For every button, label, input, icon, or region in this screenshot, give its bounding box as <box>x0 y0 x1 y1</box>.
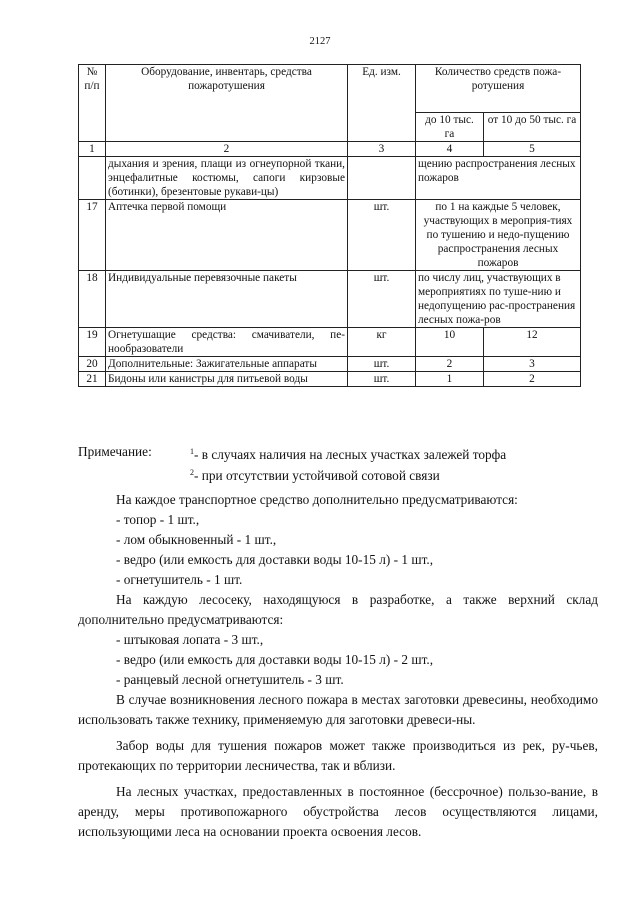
table-row <box>79 271 581 328</box>
table-row <box>79 200 581 271</box>
paragraph: На каждую лесосеку, находящуюся в разработке, а также верхний склад дополнительно предусматриваются: <box>78 592 598 627</box>
header-equipment: Оборудование, инвентарь, средства пожаротушения <box>106 65 348 142</box>
list-item: - ведро (или емкость для доставки воды 10-15 л) - 1 шт., <box>116 552 434 567</box>
row-no <box>79 157 106 200</box>
table-row <box>79 372 581 387</box>
list-item: - лом обыкновенный - 1 шт., <box>116 532 277 547</box>
note-item <box>190 443 506 464</box>
note-text: - в случаях наличия на лесных участках залежей торфа <box>194 447 507 462</box>
row-q2: 3 <box>484 357 581 372</box>
column-number-row <box>79 142 581 157</box>
list-item: - штыковая лопата - 3 шт., <box>116 632 264 647</box>
row-unit: шт. <box>348 200 416 271</box>
row-name: Индивидуальные перевязочные пакеты <box>106 271 348 328</box>
row-unit: шт. <box>348 271 416 328</box>
row-unit: шт. <box>348 357 416 372</box>
row-name: дыхания и зрения, плащи из огнеупорной ткани, энцефалитные костюмы, сапоги кирзовые (ботинки), брезентовые рукави-цы) <box>106 157 348 200</box>
table-row <box>79 157 581 200</box>
note-text: - при отсутствии устойчивой сотовой связи <box>194 468 440 483</box>
table-row <box>79 357 581 372</box>
paragraph: На каждое транспортное средство дополнительно предусматриваются: <box>116 492 518 507</box>
note-label: Примечание: <box>78 444 152 459</box>
col-number: 2 <box>106 142 348 157</box>
header-q2: от 10 до 50 тыс. га <box>484 113 581 142</box>
list-item: - ранцевый лесной огнетушитель - 3 шт. <box>116 672 344 687</box>
row-no: 21 <box>79 372 106 387</box>
row-quantity: по 1 на каждые 5 человек, участвующих в мероприя-тиях по тушению и недо-пущению распространения лесных пожаров <box>416 200 581 271</box>
table-header-row <box>79 65 581 113</box>
col-number: 1 <box>79 142 106 157</box>
row-unit: шт. <box>348 372 416 387</box>
row-no: 20 <box>79 357 106 372</box>
list-item: - огнетушитель - 1 шт. <box>116 572 243 587</box>
note-item <box>190 464 506 485</box>
row-name: Бидоны или канистры для питьевой воды <box>106 372 348 387</box>
row-name: Огнетушащие средства: смачиватели, пе-нообразователи <box>106 328 348 357</box>
row-quantity: по числу лиц, участвующих в мероприятиях по туше-нию и недопущению рас-пространения лесных пожа-ров <box>416 271 581 328</box>
header-quantity: Количество средств пожа-ротушения <box>416 65 581 113</box>
row-name: Дополнительные: Зажигательные аппараты <box>106 357 348 372</box>
row-no: 18 <box>79 271 106 328</box>
page-number: 2127 <box>309 36 331 47</box>
paragraph: На лесных участках, предоставленных в постоянное (бессрочное) пользо-вание, в аренду, меры противопожарного обустройства лесов осуществляются лицами, использующими леса на основании проекта освоения лесов. <box>78 784 598 839</box>
row-unit <box>348 157 416 200</box>
paragraph: Забор воды для тушения пожаров может также производиться из рек, ру-чьев, протекающих по территории лесничества, так и вблизи. <box>78 738 598 773</box>
row-no: 19 <box>79 328 106 357</box>
row-quantity: щению распространения лесных пожаров <box>416 157 581 200</box>
equipment-table <box>78 64 581 387</box>
paragraph: В случае возникновения лесного пожара в местах заготовки древесины, необходимо использовать также технику, применяемую для заготовки древеси-ны. <box>78 692 598 727</box>
header-no: № п/п <box>79 65 106 142</box>
col-number: 5 <box>484 142 581 157</box>
row-q1: 2 <box>416 357 484 372</box>
list-item: - топор - 1 шт., <box>116 512 200 527</box>
col-number: 4 <box>416 142 484 157</box>
note-mark: 1 <box>190 447 194 456</box>
row-no: 17 <box>79 200 106 271</box>
note-mark: 2 <box>190 468 194 477</box>
body-text <box>78 490 598 842</box>
row-q1: 10 <box>416 328 484 357</box>
table-row <box>79 328 581 357</box>
row-q2: 12 <box>484 328 581 357</box>
row-q2: 2 <box>484 372 581 387</box>
row-q1: 1 <box>416 372 484 387</box>
row-unit: кг <box>348 328 416 357</box>
header-q1: до 10 тыс. га <box>416 113 484 142</box>
list-item: - ведро (или емкость для доставки воды 10-15 л) - 2 шт., <box>116 652 434 667</box>
header-unit: Ед. изм. <box>348 65 416 142</box>
row-name: Аптечка первой помощи <box>106 200 348 271</box>
col-number: 3 <box>348 142 416 157</box>
